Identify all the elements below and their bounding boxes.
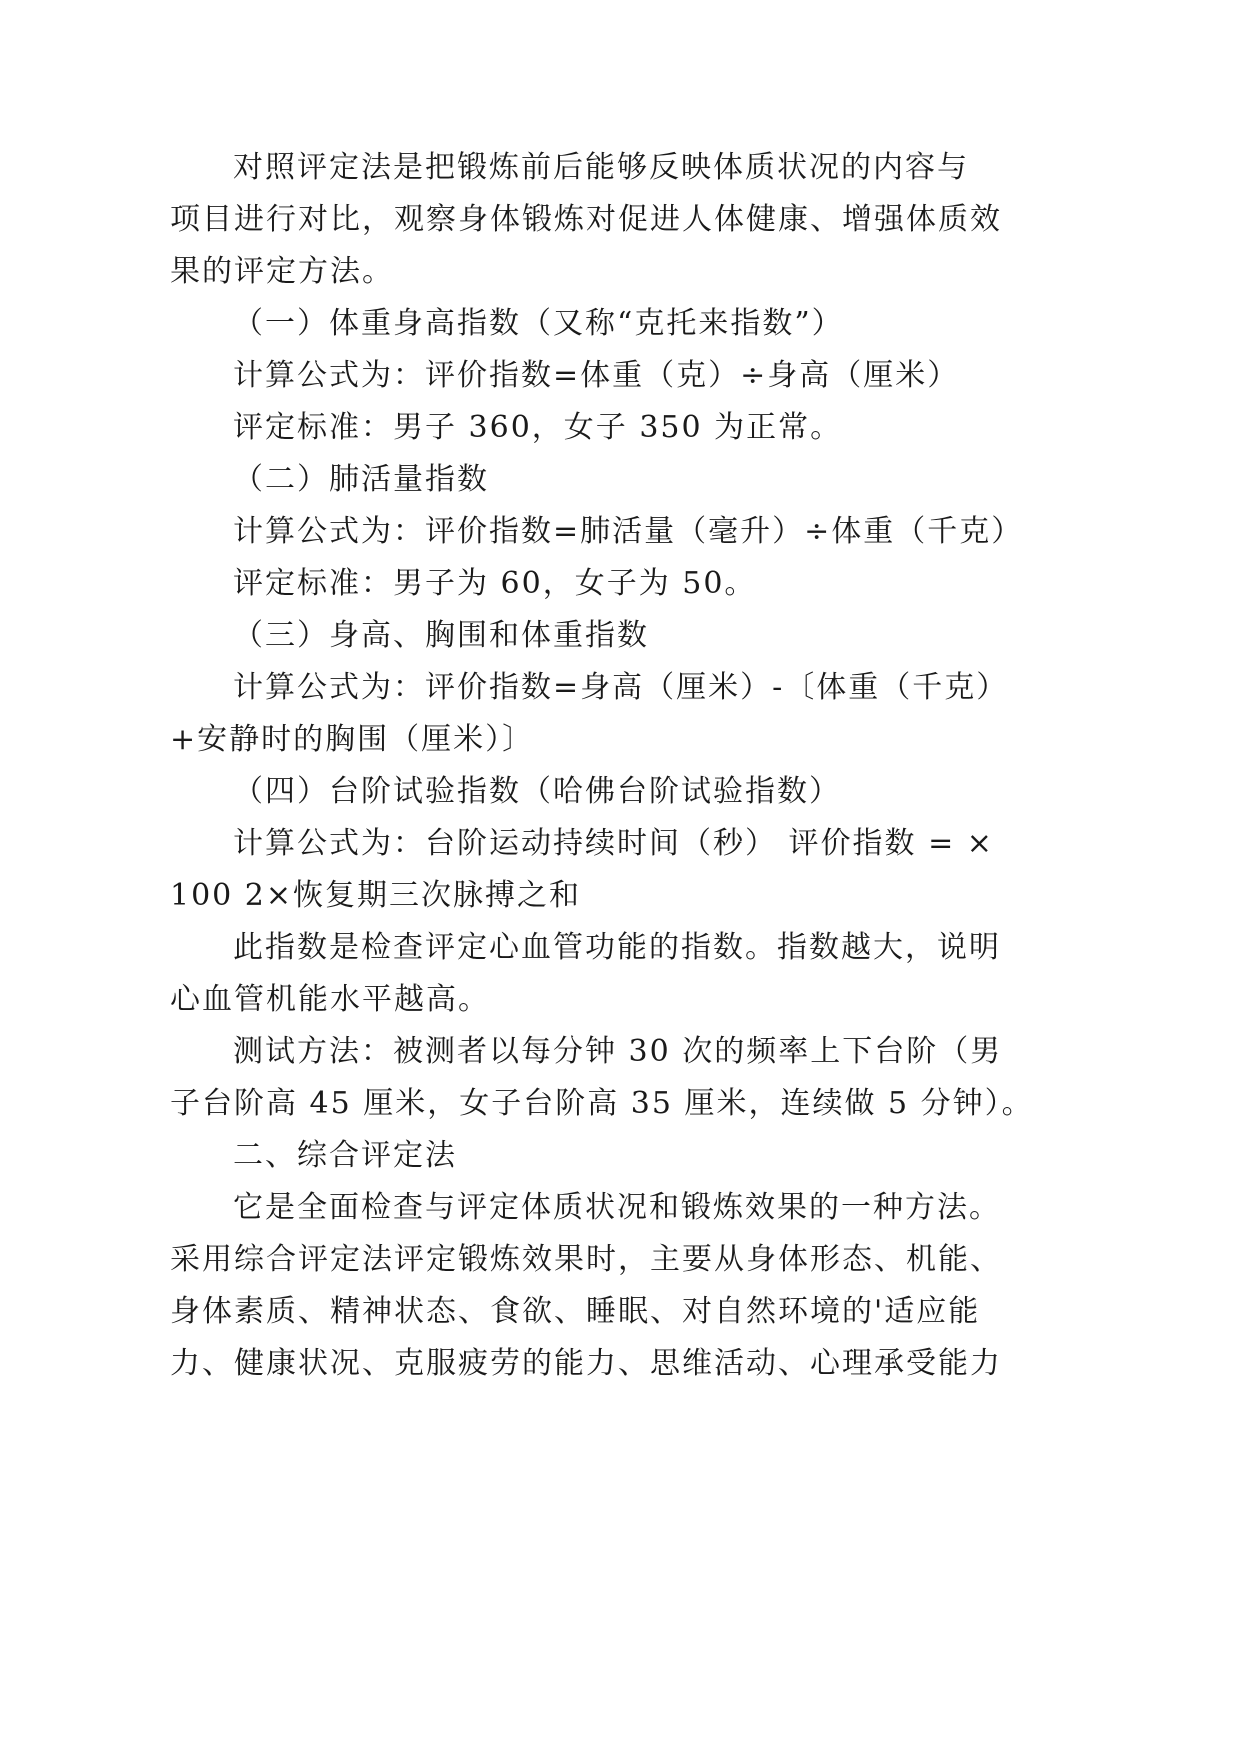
formula-line: 计算公式为：评价指数=体重（克）÷身高（厘米） <box>233 358 960 393</box>
paragraph-line: 身体素质、精神状态、食欲、睡眠、对自然环境的'适应能 <box>170 1294 981 1329</box>
paragraph-line: 心血管机能水平越高。 <box>170 982 490 1017</box>
section-heading: （二）肺活量指数 <box>233 462 489 497</box>
paragraph-line: 采用综合评定法评定锻炼效果时，主要从身体形态、机能、 <box>170 1242 1002 1277</box>
standard-line: 评定标准：男子为 60，女子为 50。 <box>233 566 757 601</box>
paragraph-line: 子台阶高 45 厘米，女子台阶高 35 厘米，连续做 5 分钟）。 <box>170 1086 1034 1121</box>
formula-line: +安静时的胸围（厘米）〕 <box>170 722 535 757</box>
paragraph-line: 对照评定法是把锻炼前后能够反映体质状况的内容与 <box>233 150 969 185</box>
formula-line: 100 2×恢复期三次脉搏之和 <box>170 878 582 913</box>
formula-line: 计算公式为：评价指数=肺活量（毫升）÷体重（千克） <box>233 514 1024 549</box>
section-heading: （三）身高、胸围和体重指数 <box>233 618 649 653</box>
paragraph-line: 此指数是检查评定心血管功能的指数。指数越大，说明 <box>233 930 1001 965</box>
paragraph-line: 力、健康状况、克服疲劳的能力、思维活动、心理承受能力 <box>170 1346 1002 1381</box>
paragraph-line: 测试方法：被测者以每分钟 30 次的频率上下台阶（男 <box>233 1034 1003 1069</box>
paragraph-line: 它是全面检查与评定体质状况和锻炼效果的一种方法。 <box>233 1190 1001 1225</box>
section-heading: （四）台阶试验指数（哈佛台阶试验指数） <box>233 774 841 809</box>
paragraph-line: 果的评定方法。 <box>170 254 394 289</box>
section-heading: 二、综合评定法 <box>233 1138 457 1173</box>
standard-line: 评定标准：男子 360，女子 350 为正常。 <box>233 410 843 445</box>
section-heading: （一）体重身高指数（又称“克托来指数”） <box>233 306 844 341</box>
formula-line: 计算公式为：台阶运动持续时间（秒） 评价指数 = × <box>233 826 994 861</box>
paragraph-line: 项目进行对比，观察身体锻炼对促进人体健康、增强体质效 <box>170 202 1002 237</box>
formula-line: 计算公式为：评价指数=身高（厘米）-〔体重（千克） <box>233 670 1009 705</box>
